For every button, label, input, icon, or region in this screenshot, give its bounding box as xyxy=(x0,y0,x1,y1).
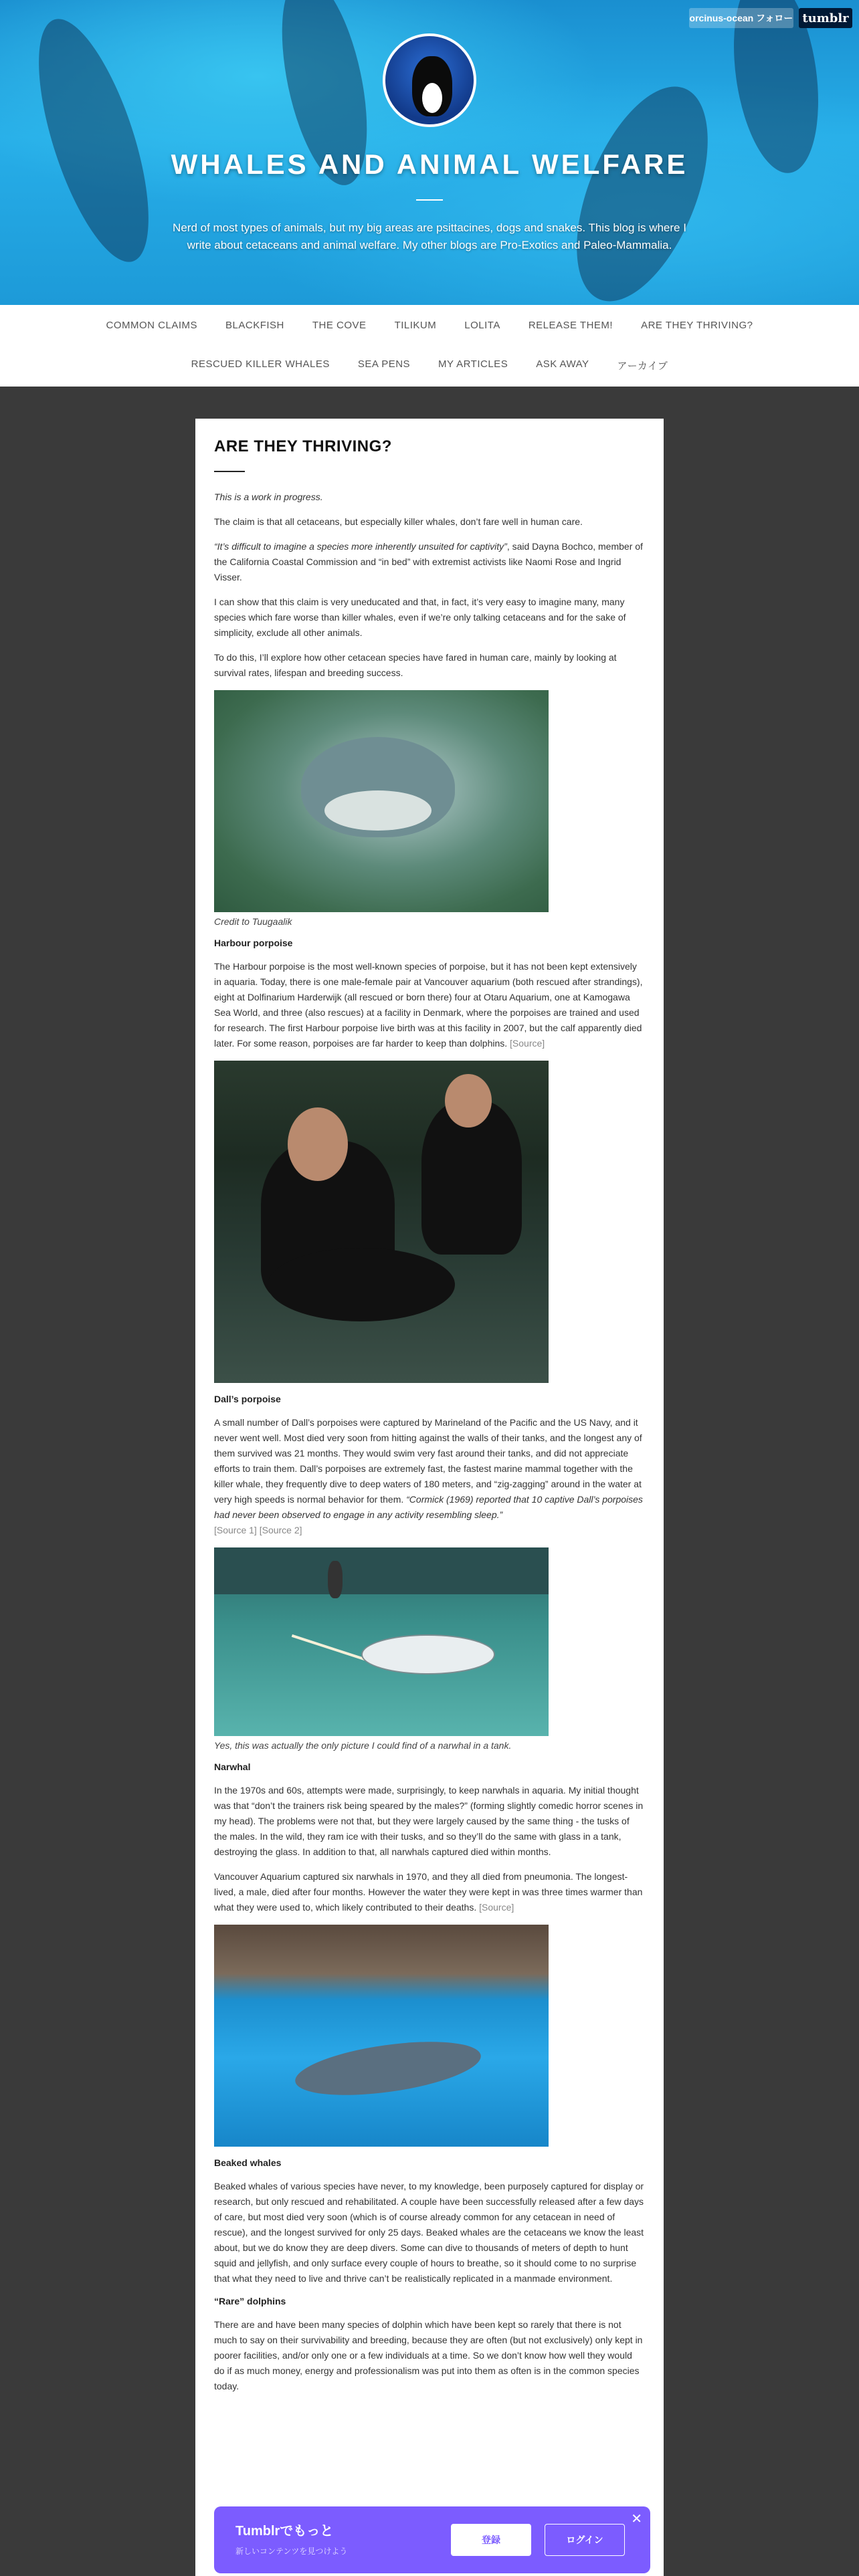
post-paragraph: The claim is that all cetaceans, but especially killer whales, don’t fare well in human care. xyxy=(214,516,583,527)
post-paragraph: I can show that this claim is very uneducated and that, in fact, it’s very easy to imagine many, many species which fare worse than killer whales, even if we’re only talking cetaceans and for the sake of simplicity, exclude all other animals. xyxy=(214,597,626,638)
nav-link-blackfish[interactable]: BLACKFISH xyxy=(225,320,284,331)
signup-popup xyxy=(214,2506,650,2573)
nav-link-lolita[interactable]: LOLITA xyxy=(464,320,500,331)
post-card xyxy=(195,419,664,2576)
main-nav xyxy=(0,305,859,387)
narwhal-illustration[interactable] xyxy=(214,1547,549,1736)
source-link[interactable]: [Source] xyxy=(479,1902,514,1913)
dalls-porpoise-photo[interactable] xyxy=(214,1061,549,1383)
title-divider xyxy=(416,199,443,201)
popup-title: Tumblrでもっと xyxy=(235,2524,334,2539)
orca-belly xyxy=(422,83,442,113)
login-button[interactable]: ログイン xyxy=(545,2524,625,2556)
section-heading-harbour: Harbour porpoise xyxy=(214,938,293,948)
nav-link-common-claims[interactable]: COMMON CLAIMS xyxy=(106,320,198,331)
source-link[interactable]: [Source] xyxy=(510,1038,545,1049)
nav-row xyxy=(0,320,859,331)
harbour-porpoise-photo[interactable] xyxy=(214,690,549,912)
follow-button[interactable]: orcinus-ocean フォロー xyxy=(689,8,793,28)
tumblr-logo[interactable]: tumblr xyxy=(799,8,852,28)
nav-link-tilikum[interactable]: TILIKUM xyxy=(394,320,437,331)
post-paragraph: Beaked whales of various species have never, to my knowledge, been purposely captured for display or research, but only rescued and rehabilitated. A couple have been successfully released after a few days of care, but most died very soon (which is of course already common for any cetacean in need of rescue), and the longest survived for only 25 days. Beaked whales are the cetaceans we know the least about, but we do know they are deep divers. Some can dive to thousands of meters of depth to hunt squid and jellyfish, and only surface every couple of hours to breathe, so it should come to no surprise that what they need to live and thrive can’t be realistically replicated in a manmade environment. xyxy=(214,2181,644,2284)
porpoise-shape xyxy=(268,1248,455,1321)
tank-window xyxy=(214,1547,549,1594)
nav-link-are-they-thriving[interactable]: ARE THEY THRIVING? xyxy=(641,320,753,331)
post-title[interactable]: ARE THEY THRIVING? xyxy=(214,437,392,455)
section-heading-narwhal: Narwhal xyxy=(214,1761,251,1772)
nav-link-sea-pens[interactable]: SEA PENS xyxy=(357,358,411,370)
beaked-whale-photo[interactable] xyxy=(214,1925,549,2147)
person-face xyxy=(445,1074,492,1128)
person-face xyxy=(288,1107,348,1181)
close-icon[interactable]: ✕ xyxy=(631,2512,642,2527)
site-title[interactable]: WHALES AND ANIMAL WELFARE xyxy=(171,148,688,180)
quote: “It’s difficult to imagine a species more inherently unsuited for captivity” xyxy=(214,541,507,552)
post-intro: This is a work in progress. xyxy=(214,492,323,502)
post-quote-paragraph: “It’s difficult to imagine a species more inherently unsuited for captivity”, said Dayna Bochco, member of the California Coastal Commission and “in bed” with extremist activists like Naomi Rose and Ingrid Visser. xyxy=(214,541,643,582)
post-paragraph: The Harbour porpoise is the most well-known species of porpoise, but it has not been kept extensively in aquaria. Today, there is one male-female pair at Vancouver aquarium (both rescued after strandings), eight at Dolfinarium Harderwijk (all rescued or born there) four at Otaru Aquarium, one at Kamogawa Sea World, and three (also rescues) at a facility in Denmark, where the porpoises are trained and used for research. The first Harbour porpoise live birth was at this facility in 2007, but the calf apparently died later. For some reason, porpoises are far harder to keep than dolphins. [Source] xyxy=(214,961,643,1049)
section-heading-dalls: Dall’s porpoise xyxy=(214,1394,281,1404)
section-heading-rare: “Rare” dolphins xyxy=(214,2296,286,2306)
image-caption: Credit to Tuugaalik xyxy=(214,916,292,927)
nav-link-ask-away[interactable]: ASK AWAY xyxy=(536,358,589,370)
narwhal-shape xyxy=(361,1634,495,1675)
section-heading-beaked: Beaked whales xyxy=(214,2157,282,2168)
site-description: Nerd of most types of animals, but my big areas are psittacines, dogs and snakes. This blog is where I write about cetaceans and animal welfare. My other blogs are Pro-Exotics and Paleo-Mammalia. xyxy=(173,221,686,251)
nav-link-the-cove[interactable]: THE COVE xyxy=(312,320,367,331)
nav-link-my-articles[interactable]: MY ARTICLES xyxy=(438,358,508,370)
blog-header xyxy=(0,0,859,305)
post-paragraph: To do this, I’ll explore how other cetacean species have fared in human care, mainly by looking at survival rates, lifespan and breeding success. xyxy=(214,652,617,678)
title-divider xyxy=(214,471,245,472)
whale-shape xyxy=(550,68,735,305)
post-paragraph: Vancouver Aquarium captured six narwhals in 1970, and they all died from pneumonia. The longest-lived, a male, died after four months. However the water they were kept in was three times warmer than what they were used to, which likely contributed to their deaths. [Source] xyxy=(214,1871,643,1913)
avatar[interactable] xyxy=(383,33,476,127)
source-link[interactable]: [Source 2] xyxy=(259,1525,302,1535)
nav-link-rescued-killer-whales[interactable]: RESCUED KILLER WHALES xyxy=(191,358,330,370)
post-paragraph: In the 1970s and 60s, attempts were made, surprisingly, to keep narwhals in aquaria. My initial thought was that “don’t the trainers risk being speared by the males?” (forming slightly comedic horror scenes in my head). The problems were not that, but they were largely caused by the same thing - the tusks of the males. In the wild, they ram ice with their tusks, and so they’ll do the same with glass in a tank, destroying the glass. In addition to that, all narwhals captured died within months. xyxy=(214,1785,644,1857)
whale-shape xyxy=(16,7,171,274)
nav-link-archive[interactable]: アーカイブ xyxy=(617,360,668,372)
porpoise-belly xyxy=(324,790,432,831)
image-caption: Yes, this was actually the only picture I could find of a narwhal in a tank. xyxy=(214,1740,512,1751)
post-paragraph: A small number of Dall’s porpoises were captured by Marineland of the Pacific and the US Navy, and it never went well. Most died very soon from hitting against the walls of their tanks, and the longest any of them survived was 21 months. They would swim very fast around their tanks, and did not appreciate efforts to train them. Dall’s porpoises are extremely fast, the fastest marine mammal together with the killer whale, they frequently dive to deep waters of 180 meters, and “zig-zagging” around in the water at very high speeds is normal behavior for them. “Cormick (1969) reported that 10 captive Dall’s porpoises had never been observed to engage in any activity resembling sleep.” [Source 1] [Source 2] xyxy=(214,1417,643,1535)
nav-link-release-them[interactable]: RELEASE THEM! xyxy=(528,320,613,331)
source-link[interactable]: [Source 1] xyxy=(214,1525,257,1535)
whale-shape xyxy=(292,2032,484,2105)
post-paragraph: There are and have been many species of dolphin which have been kept so rarely that there is not much to say on their survivability and breeding, because they are often (but not exclusively) only kept in poorer facilities, and/or only one or a few individuals at a time. So we don’t know how well they would do if as much money, energy and professionalism was put into them as often is in the common species today. xyxy=(214,2319,643,2391)
person-shape xyxy=(328,1561,343,1598)
popup-subtitle: 新しいコンテンツを見つけよう xyxy=(235,2547,348,2556)
signup-button[interactable]: 登録 xyxy=(451,2524,531,2556)
nav-row xyxy=(0,358,859,372)
